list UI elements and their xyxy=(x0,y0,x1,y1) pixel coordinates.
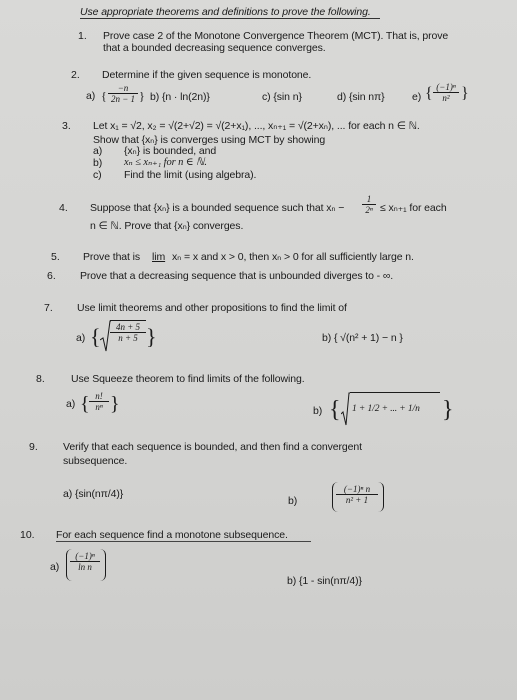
q3-line1: Let x₁ = √2, x₂ = √(2+√2) = √(2+x₁), ..., xₙ₊₁ = √(2+xₙ), ... for each n ∈ ℕ. xyxy=(93,120,420,132)
q8-b-label: b) xyxy=(313,405,323,417)
q9-line1: Verify that each sequence is bounded, and then find a convergent xyxy=(63,441,362,453)
q8-number: 8. xyxy=(36,373,45,385)
q8-a-brace-left: { xyxy=(80,393,90,415)
q8-b-radical xyxy=(341,392,350,426)
q3-line2: Show that {xₙ} is converges using MCT by showing xyxy=(93,134,326,146)
q2-d: d) {sin nπ} xyxy=(337,91,385,103)
q8-b-brace-left: { xyxy=(329,397,341,423)
q2-a-brace-right: } xyxy=(139,89,145,103)
q8-a-numerator: n! xyxy=(95,391,103,401)
q2-number: 2. xyxy=(71,69,80,81)
q9-b-denominator: n² + 1 xyxy=(336,494,378,505)
q5-lim: lim xyxy=(152,251,166,263)
q5-text-a: Prove that is xyxy=(83,251,141,263)
q1-line1: Prove case 2 of the Monotone Convergence Theorem (MCT). That is, prove xyxy=(103,30,449,42)
q6-number: 6. xyxy=(47,270,56,282)
q4-line1b: ≤ xₙ₊₁ for each xyxy=(380,202,447,214)
q4-line2: n ∈ ℕ. Prove that {xₙ} converges. xyxy=(90,220,244,232)
q7-a-denominator: n + 5 xyxy=(110,332,146,343)
q9-number: 9. xyxy=(29,441,38,453)
q9-b-fraction xyxy=(336,484,378,505)
q2-b: b) {n · ln(2n)} xyxy=(150,91,210,103)
q2-e-fraction xyxy=(433,82,459,103)
q7-a-brace-left: { xyxy=(90,324,101,349)
q7-number: 7. xyxy=(44,302,53,314)
q9-b-numerator: (−1)ⁿ n xyxy=(343,484,371,494)
q2-a-brace-left: { xyxy=(101,89,107,103)
q8-a-label: a) xyxy=(66,398,76,410)
q7-text: Use limit theorems and other propositions to find the limit of xyxy=(77,302,347,314)
q9-line2: subsequence. xyxy=(63,455,128,467)
q3-a-label: a) xyxy=(93,145,103,157)
q4-line1a: Suppose that {xₙ} is a bounded sequence such that xₙ − xyxy=(90,202,345,214)
q3-b: xₙ ≤ xₙ₊₁ for n ∈ ℕ. xyxy=(124,157,207,168)
q10-text: For each sequence find a monotone subsequence. xyxy=(56,529,288,541)
q10-b: b) {1 - sin(nπ/4)} xyxy=(287,575,362,587)
q3-c: Find the limit (using algebra). xyxy=(124,169,257,181)
q4-frac-numerator: 1 xyxy=(366,194,372,204)
q10-a-label: a) xyxy=(50,561,60,573)
q8-a-denominator: nⁿ xyxy=(89,401,109,412)
q10-a-fraction xyxy=(70,551,100,572)
q10-a-numerator: (−1)ⁿ xyxy=(75,551,95,561)
header-underline xyxy=(80,18,380,19)
q6-text: Prove that a decreasing sequence that is unbounded diverges to - ∞. xyxy=(80,270,394,282)
q4-number: 4. xyxy=(59,202,68,214)
q10-a-denominator: ln n xyxy=(70,561,100,572)
q7-b: b) { √(n² + 1) − n } xyxy=(322,332,403,344)
q3-number: 3. xyxy=(62,120,71,132)
q8-text: Use Squeeze theorem to find limits of the following. xyxy=(71,373,305,385)
q8-a-brace-right: } xyxy=(110,393,120,415)
q5-text-b: xₙ = x and x > 0, then xₙ > 0 for all sufficiently large n. xyxy=(172,251,414,263)
q7-a-label: a) xyxy=(76,332,86,344)
q2-a-label: a) xyxy=(86,90,96,102)
q2-a-numerator: −n xyxy=(117,83,129,93)
q10-number: 10. xyxy=(20,529,35,541)
q2-a-fraction xyxy=(108,83,138,104)
q3-c-label: c) xyxy=(93,169,102,181)
q2-e-brace-left: { xyxy=(425,85,433,102)
q1-line2: that a bounded decreasing sequence converges. xyxy=(103,42,326,54)
q7-a-brace-right: } xyxy=(146,324,157,349)
q2-text: Determine if the given sequence is monotone. xyxy=(102,69,312,81)
q8-a-fraction xyxy=(89,391,109,412)
q7-a-radical-bar xyxy=(110,320,146,321)
q4-fraction xyxy=(362,194,376,215)
q3-a: {xₙ} is bounded, and xyxy=(124,145,217,157)
q2-e-brace-right: } xyxy=(461,85,469,102)
q2-a-denominator: 2n − 1 xyxy=(108,93,138,104)
q4-frac-denominator: 2ⁿ xyxy=(362,204,376,215)
q2-e-numerator: (−1)ⁿ xyxy=(436,82,456,92)
q3-b-label: b) xyxy=(93,157,103,169)
q8-b-brace-right: } xyxy=(442,397,454,423)
q2-c: c) {sin n} xyxy=(262,91,302,103)
q5-number: 5. xyxy=(51,251,60,263)
q2-e-denominator: n² xyxy=(433,92,459,103)
q1-number: 1. xyxy=(78,30,87,42)
worksheet-instructions: Use appropriate theorems and definitions to prove the following. xyxy=(80,6,371,18)
q8-b-expr: 1 + 1/2 + ... + 1/n xyxy=(352,404,420,414)
q7-a-fraction xyxy=(110,322,146,343)
q10-underline xyxy=(56,541,311,542)
q9-b-label: b) xyxy=(288,495,298,507)
q8-b-radical-bar xyxy=(350,392,440,393)
q2-e-label: e) xyxy=(412,91,422,103)
q9-a: a) {sin(nπ/4)} xyxy=(63,488,124,500)
q7-a-numerator: 4n + 5 xyxy=(115,322,141,332)
